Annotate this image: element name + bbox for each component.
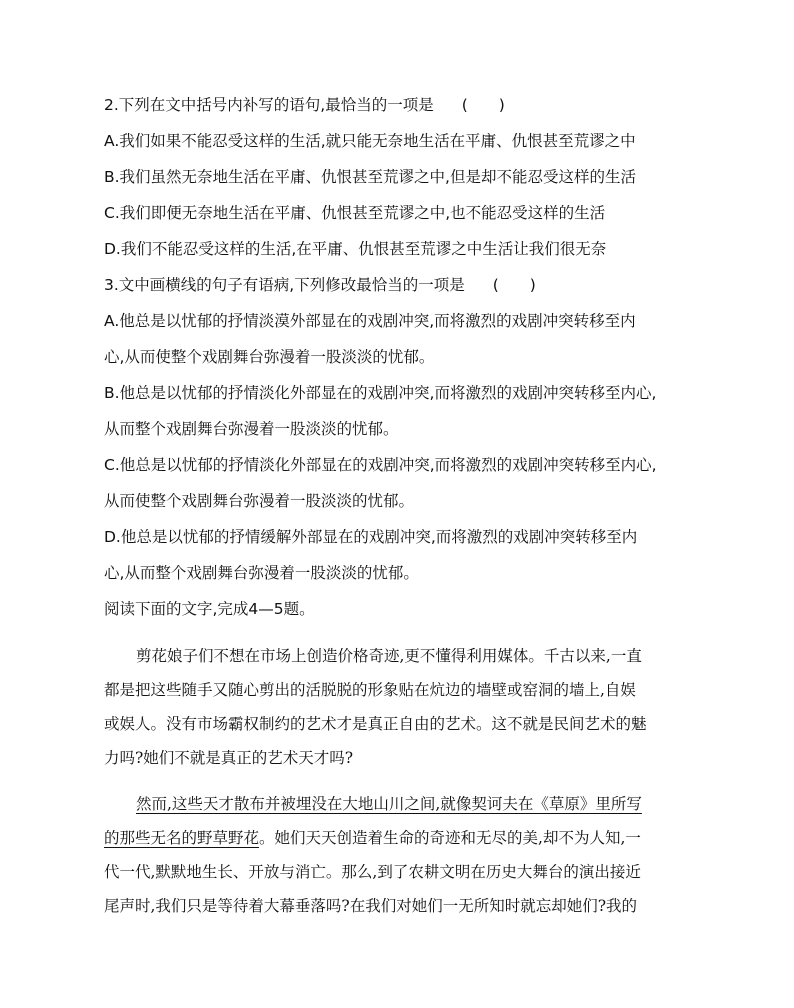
passage-line: 剪花娘子们不想在市场上创造价格奇迹,更不懂得利用媒体。千古以来,一直 bbox=[136, 647, 642, 665]
option-b-line-1: B.他总是以忧郁的抒情淡化外部显在的戏剧冲突,而将激烈的戏剧冲突转移至内心, bbox=[104, 384, 657, 402]
option-b-line-2: 从而整个戏剧舞台弥漫着一股淡淡的忧郁。 bbox=[104, 420, 399, 438]
reading-intro: 阅读下面的文字,完成4—5题。 bbox=[104, 600, 315, 618]
passage-line: 的那些无名的野草野花。她们天天创造着生命的奇迹和无尽的美,却不为人知,一 bbox=[104, 829, 641, 847]
question-2-stem: 2.下列在文中括号内补写的语句,最恰当的一项是 ( ) bbox=[104, 96, 505, 114]
passage-line: 都是把这些随手又随心剪出的活脱脱的形象贴在炕边的墙壁或窑洞的墙上,自娱 bbox=[104, 681, 636, 699]
answer-bracket: ( ) bbox=[492, 276, 536, 294]
answer-bracket: ( ) bbox=[461, 96, 505, 114]
underlined-sentence: 的那些无名的野草野花 bbox=[104, 829, 260, 847]
option-a-line-1: A.他总是以忧郁的抒情淡漠外部显在的戏剧冲突,而将激烈的戏剧冲突转移至内 bbox=[104, 312, 636, 330]
option-a-line-2: 心,从而使整个戏剧舞台弥漫着一股淡淡的忧郁。 bbox=[104, 348, 435, 366]
option-d-line-1: D.他总是以忧郁的抒情缓解外部显在的戏剧冲突,而将激烈的戏剧冲突转移至内 bbox=[104, 528, 638, 546]
option-d: D.我们不能忍受这样的生活,在平庸、仇恨甚至荒谬之中生活让我们很无奈 bbox=[104, 240, 607, 258]
option-c-line-1: C.他总是以忧郁的抒情淡化外部显在的戏剧冲突,而将激烈的戏剧冲突转移至内心, bbox=[104, 456, 657, 474]
option-d-line-2: 心,从而整个戏剧舞台弥漫着一股淡淡的忧郁。 bbox=[104, 564, 419, 582]
passage-line: 力吗?她们不就是真正的艺术天才吗? bbox=[104, 749, 354, 767]
option-b: B.我们虽然无奈地生活在平庸、仇恨甚至荒谬之中,但是却不能忍受这样的生活 bbox=[104, 168, 636, 186]
underlined-sentence: 然而,这些天才散布并被埋没在大地山川之间,就像契诃夫在《草原》里所写 bbox=[136, 795, 642, 813]
passage-line: 或娱人。没有市场霸权制约的艺术才是真正自由的艺术。这不就是民间艺术的魅 bbox=[104, 715, 647, 733]
option-c: C.我们即便无奈地生活在平庸、仇恨甚至荒谬之中,也不能忍受这样的生活 bbox=[104, 204, 606, 222]
option-a: A.我们如果不能忍受这样的生活,就只能无奈地生活在平庸、仇恨甚至荒谬之中 bbox=[104, 132, 636, 150]
passage-line: 代一代,默默地生长、开放与消亡。那么,到了农耕文明在历史大舞台的演出接近 bbox=[104, 863, 641, 881]
passage-line: 尾声时,我们只是等待着大幕垂落吗?在我们对她们一无所知时就忘却她们?我的 bbox=[104, 897, 638, 915]
question-3-stem: 3.文中画横线的句子有语病,下列修改最恰当的一项是 ( ) bbox=[104, 276, 536, 294]
option-c-line-2: 从而使整个戏剧舞台弥漫着一股淡淡的忧郁。 bbox=[104, 492, 415, 510]
